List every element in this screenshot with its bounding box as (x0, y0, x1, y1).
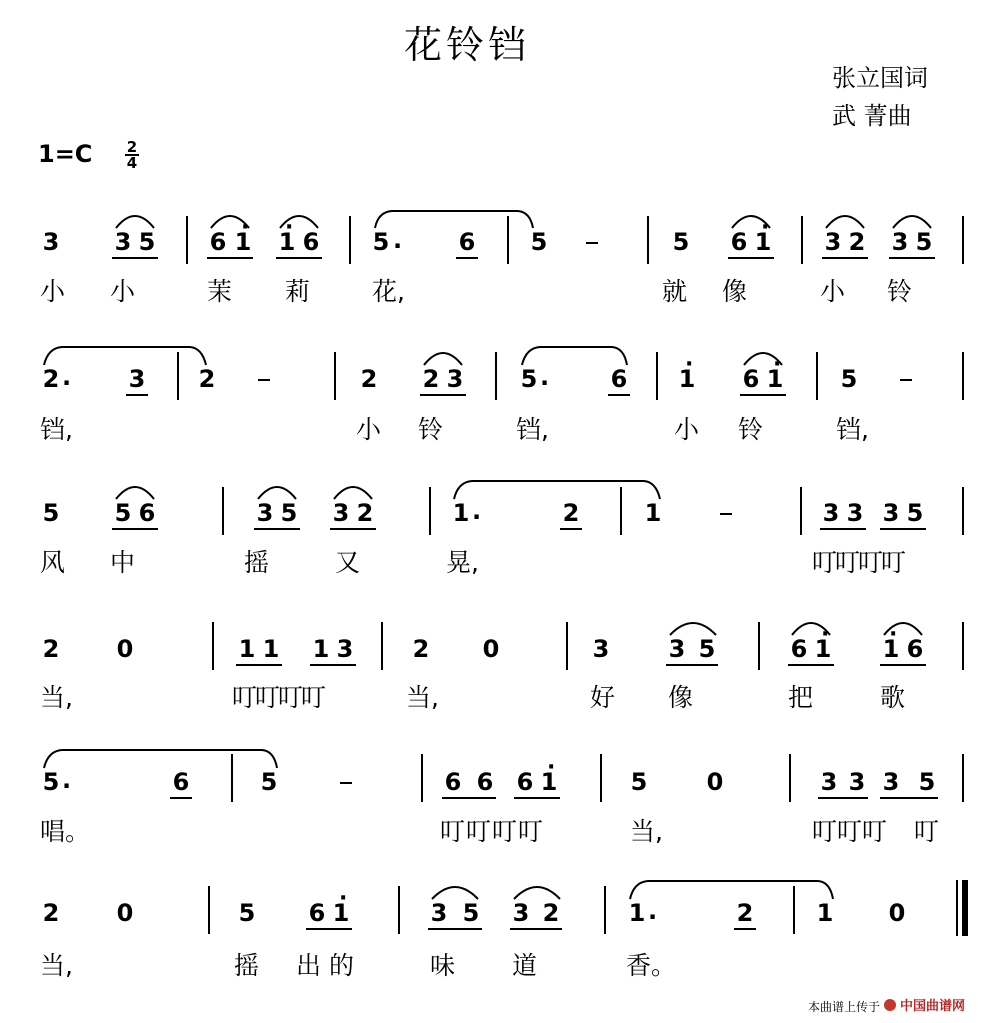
note: 6 (476, 768, 494, 796)
note: 0 (482, 635, 500, 663)
note: 2 (412, 635, 430, 663)
note: 5 (520, 365, 538, 393)
bar-line (208, 886, 210, 934)
bar-line (421, 754, 423, 802)
note: 1 (238, 635, 256, 663)
lyric: 风 (40, 548, 66, 577)
note: 3 (891, 228, 909, 256)
note: 5 (280, 499, 298, 527)
lyric: 叮叮叮叮 (812, 548, 905, 577)
bar-line (800, 487, 802, 535)
note: 1 (816, 899, 834, 927)
bar-line (801, 216, 803, 264)
bar-line (334, 352, 336, 400)
lyric: 当, (40, 683, 73, 712)
lyric: 叮 (914, 817, 940, 846)
time-signature (123, 140, 141, 170)
lyric: 又 (335, 548, 361, 577)
note: 3 (668, 635, 686, 663)
note: 3 (512, 899, 530, 927)
note: 3 (846, 499, 864, 527)
site-logo-text[interactable]: 中国曲谱网 (900, 999, 966, 1014)
note: 5 (630, 768, 648, 796)
lyricist-credit: 张立国词 (832, 64, 928, 92)
bar-line (429, 487, 431, 535)
lyric: 叮叮叮 (812, 817, 888, 846)
note: 3 (592, 635, 610, 663)
note: 6 (138, 499, 156, 527)
lyric: 铛, (516, 415, 549, 444)
note: 3 (42, 228, 60, 256)
composer-credit: 武 菁曲 (832, 102, 912, 130)
note: 5 (114, 499, 132, 527)
note: 5 (260, 768, 278, 796)
bar-line (600, 754, 602, 802)
note: · 1 (276, 229, 298, 255)
final-bar-line (956, 880, 958, 936)
note: 3 (256, 499, 274, 527)
note: 6 (742, 365, 760, 393)
note: 1 (644, 499, 662, 527)
note: 3 (114, 228, 132, 256)
lyric: 歌 (880, 683, 906, 712)
bar-line (758, 622, 760, 670)
time-signature-top: 2 (126, 138, 138, 156)
song-title: 花铃铛 (404, 23, 531, 67)
bar-line (398, 886, 400, 934)
note: 2 (848, 228, 866, 256)
note: 6 (172, 768, 190, 796)
bar-line (186, 216, 188, 264)
note: 6 (730, 228, 748, 256)
lyric: 小 (674, 415, 700, 444)
note: 0 (116, 635, 134, 663)
note: 2 (356, 499, 374, 527)
lyric: 铛, (40, 415, 73, 444)
note: 5 (138, 228, 156, 256)
note: 5 (672, 228, 690, 256)
bar-line (231, 754, 233, 802)
lyric: 铃 (887, 277, 913, 306)
bar-line (349, 216, 351, 264)
note: 3 (882, 499, 900, 527)
note: 6 (610, 365, 628, 393)
bar-line (381, 622, 383, 670)
note: 3 (128, 365, 146, 393)
note: 5 (238, 899, 256, 927)
lyric: 小 (40, 277, 66, 306)
note: 3 (430, 899, 448, 927)
lyric: 花, (372, 277, 405, 306)
note: 6 (302, 228, 320, 256)
lyric: 像 (668, 683, 694, 712)
lyric: 摇 (244, 548, 270, 577)
bar-line (789, 754, 791, 802)
lyric: 叮叮叮叮 (232, 683, 325, 712)
bar-line (212, 622, 214, 670)
lyric: 当, (406, 683, 439, 712)
lyric: 小 (356, 415, 382, 444)
note: · 1 (752, 229, 774, 255)
bar-line (222, 487, 224, 535)
note: 5 (530, 228, 548, 256)
note: 3 (882, 768, 900, 796)
bar-line (656, 352, 658, 400)
note: 5 (918, 768, 936, 796)
note: 2 (42, 899, 60, 927)
lyric: 叮叮叮叮 (440, 817, 545, 846)
note: 0 (706, 768, 724, 796)
lyric: 就 (662, 277, 688, 306)
lyric: 晃, (446, 548, 479, 577)
note: 0 (116, 899, 134, 927)
note: · 1 (812, 636, 834, 662)
bar-line (962, 352, 964, 400)
lyric: 铃 (738, 415, 764, 444)
note: 5 (42, 499, 60, 527)
note: 3 (848, 768, 866, 796)
note: 2 (198, 365, 216, 393)
note: 3 (820, 768, 838, 796)
note: 1 (262, 635, 280, 663)
note: 2 (562, 499, 580, 527)
note: 5 (698, 635, 716, 663)
note: · 1 (232, 229, 254, 255)
note: 5 (42, 768, 60, 796)
note: · 1 (880, 636, 902, 662)
note: 0 (888, 899, 906, 927)
note: 3 (332, 499, 350, 527)
note: 3 (822, 499, 840, 527)
lyric: 道 (512, 951, 538, 980)
note: 2 (542, 899, 560, 927)
key-signature: 1=C (38, 140, 93, 168)
bar-line (962, 216, 964, 264)
note: 1 (628, 899, 646, 927)
note: 3 (824, 228, 842, 256)
time-signature-bottom: 4 (126, 154, 138, 172)
note: 6 (308, 899, 326, 927)
bar-line (177, 352, 179, 400)
note: 6 (444, 768, 462, 796)
bar-line (793, 886, 795, 934)
bar-line (604, 886, 606, 934)
lyric: 中 (110, 548, 136, 577)
note: · 1 (538, 769, 560, 795)
lyric: 当, (630, 817, 663, 846)
note: 6 (458, 228, 476, 256)
note: 2 (360, 365, 378, 393)
lyric: 摇 (234, 951, 260, 980)
note: 5 (915, 228, 933, 256)
lyric: 铃 (418, 415, 444, 444)
lyric: 像 (722, 277, 748, 306)
lyric: 莉 (285, 277, 311, 306)
lyric: 铛, (836, 415, 869, 444)
lyric: 小 (110, 277, 136, 306)
bar-line (495, 352, 497, 400)
bar-line (962, 622, 964, 670)
bar-line (620, 487, 622, 535)
bar-line (507, 216, 509, 264)
lyric: 唱。 (40, 817, 91, 846)
note: 6 (209, 228, 227, 256)
note: 1 (312, 635, 330, 663)
note: 2 (422, 365, 440, 393)
note: 5 (462, 899, 480, 927)
note: 6 (906, 635, 924, 663)
bar-line (816, 352, 818, 400)
lyric: 小 (820, 277, 846, 306)
lyric: 味 (430, 951, 456, 980)
note: · 1 (764, 366, 786, 392)
note: 6 (516, 768, 534, 796)
note: 1 (452, 499, 470, 527)
bar-line (962, 487, 964, 535)
lyric: 把 (788, 683, 814, 712)
lyric: 好 (590, 683, 616, 712)
final-bar-line-thick (962, 880, 968, 936)
note: 5 (840, 365, 858, 393)
note: 3 (336, 635, 354, 663)
note: 2 (736, 899, 754, 927)
site-logo-icon (884, 999, 896, 1011)
note: · 1 (676, 366, 698, 392)
bar-line (566, 622, 568, 670)
note: 5 (906, 499, 924, 527)
lyric: 香。 (626, 951, 677, 980)
note: 6 (790, 635, 808, 663)
lyric: 出的 (296, 951, 363, 980)
upload-note: 本曲谱上传于 (808, 1000, 881, 1014)
lyric: 茉 (207, 277, 233, 306)
note: 2 (42, 635, 60, 663)
note: 5 (372, 228, 390, 256)
note: 3 (446, 365, 464, 393)
lyric: 当, (40, 951, 73, 980)
bar-line (962, 754, 964, 802)
note: 2 (42, 365, 60, 393)
note: · 1 (330, 900, 352, 926)
bar-line (647, 216, 649, 264)
